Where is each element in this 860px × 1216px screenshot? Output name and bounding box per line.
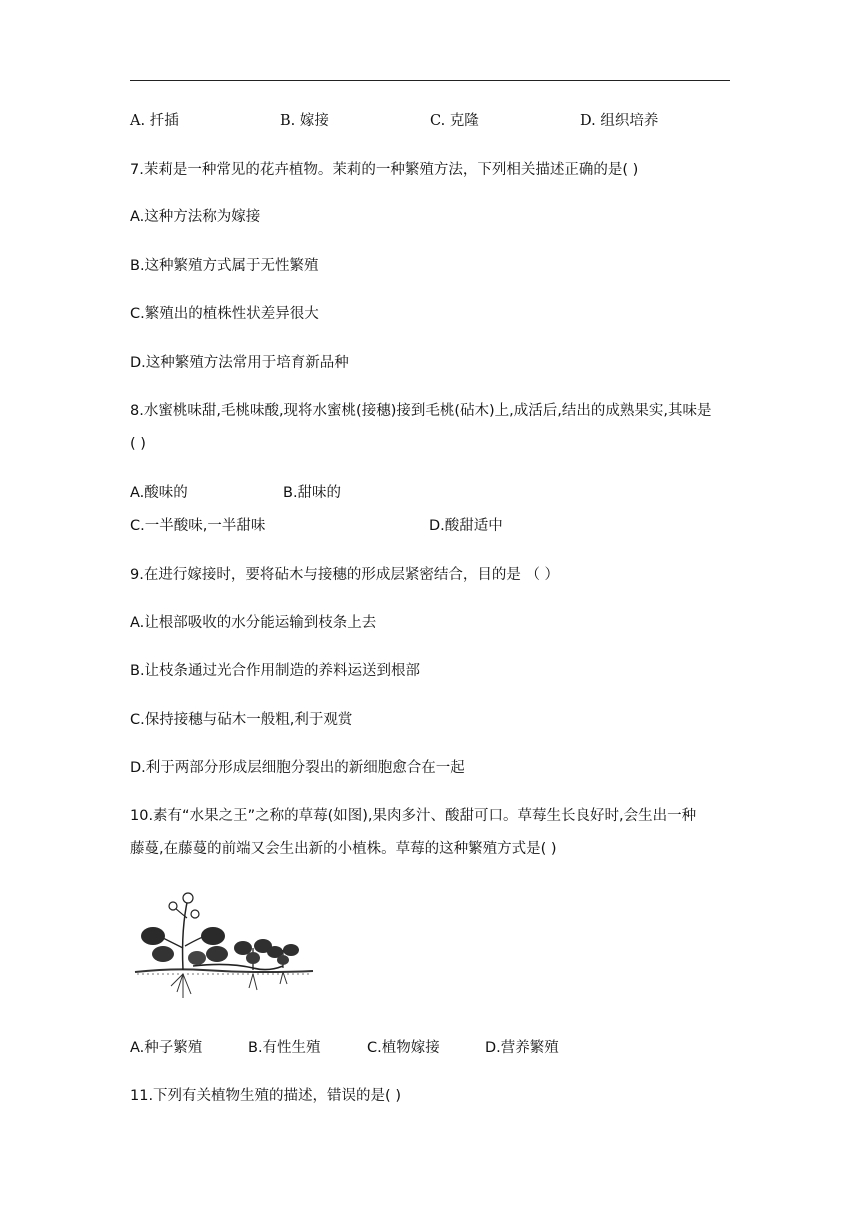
q10-option-a: A.种子繁殖 bbox=[130, 1040, 203, 1056]
q8-option-c: C.一半酸味,一半甜味 bbox=[130, 518, 266, 534]
q6-option-a: A. 扦插 bbox=[130, 113, 179, 129]
q11-stem: 11.下列有关植物生殖的描述，错误的是( ) bbox=[130, 1088, 401, 1104]
q10-stem-line1: 10.素有“水果之王”之称的草莓(如图),果肉多汁、酸甜可口。草莓生长良好时,会生出一种 bbox=[130, 808, 697, 824]
q8-stem-line2: ( ) bbox=[130, 436, 146, 452]
q10-stem-line2: 藤蔓,在藤蔓的前端又会生出新的小植株。草莓的这种繁殖方式是( ) bbox=[130, 841, 557, 857]
q6-option-d: D. 组织培养 bbox=[580, 113, 659, 129]
q8-option-a: A.酸味的 bbox=[130, 485, 188, 501]
q7-option-b: B.这种繁殖方式属于无性繁殖 bbox=[130, 258, 319, 274]
q7-option-a: A.这种方法称为嫁接 bbox=[130, 209, 261, 225]
q10-option-b: B.有性生殖 bbox=[248, 1040, 321, 1056]
q8-option-b: B.甜味的 bbox=[283, 485, 342, 501]
q10-option-c: C.植物嫁接 bbox=[367, 1040, 440, 1056]
q9-option-a: A.让根部吸收的水分能运输到枝条上去 bbox=[130, 615, 377, 631]
strawberry-plant-figure bbox=[133, 888, 315, 1004]
q7-option-d: D.这种繁殖方法常用于培育新品种 bbox=[130, 355, 349, 371]
q9-stem: 9.在进行嫁接时，要将砧木与接穗的形成层紧密结合，目的是 （ ） bbox=[130, 567, 560, 583]
q9-option-b: B.让枝条通过光合作用制造的养料运送到根部 bbox=[130, 663, 421, 679]
q6-option-b: B. 嫁接 bbox=[280, 113, 329, 129]
header-rule bbox=[130, 80, 730, 81]
q7-stem: 7.茉莉是一种常见的花卉植物。茉莉的一种繁殖方法，下列相关描述正确的是( ) bbox=[130, 162, 639, 178]
q8-stem-line1: 8.水蜜桃味甜,毛桃味酸,现将水蜜桃(接穗)接到毛桃(砧木)上,成活后,结出的成熟果实,其味是 bbox=[130, 403, 712, 419]
q6-option-c: C. 克隆 bbox=[430, 113, 479, 129]
q9-option-c: C.保持接穗与砧木一般粗,利于观赏 bbox=[130, 712, 353, 728]
q9-option-d: D.利于两部分形成层细胞分裂出的新细胞愈合在一起 bbox=[130, 760, 465, 776]
q10-option-d: D.营养繁殖 bbox=[485, 1040, 559, 1056]
q7-option-c: C.繁殖出的植株性状差异很大 bbox=[130, 306, 319, 322]
q8-option-d: D.酸甜适中 bbox=[429, 518, 503, 534]
